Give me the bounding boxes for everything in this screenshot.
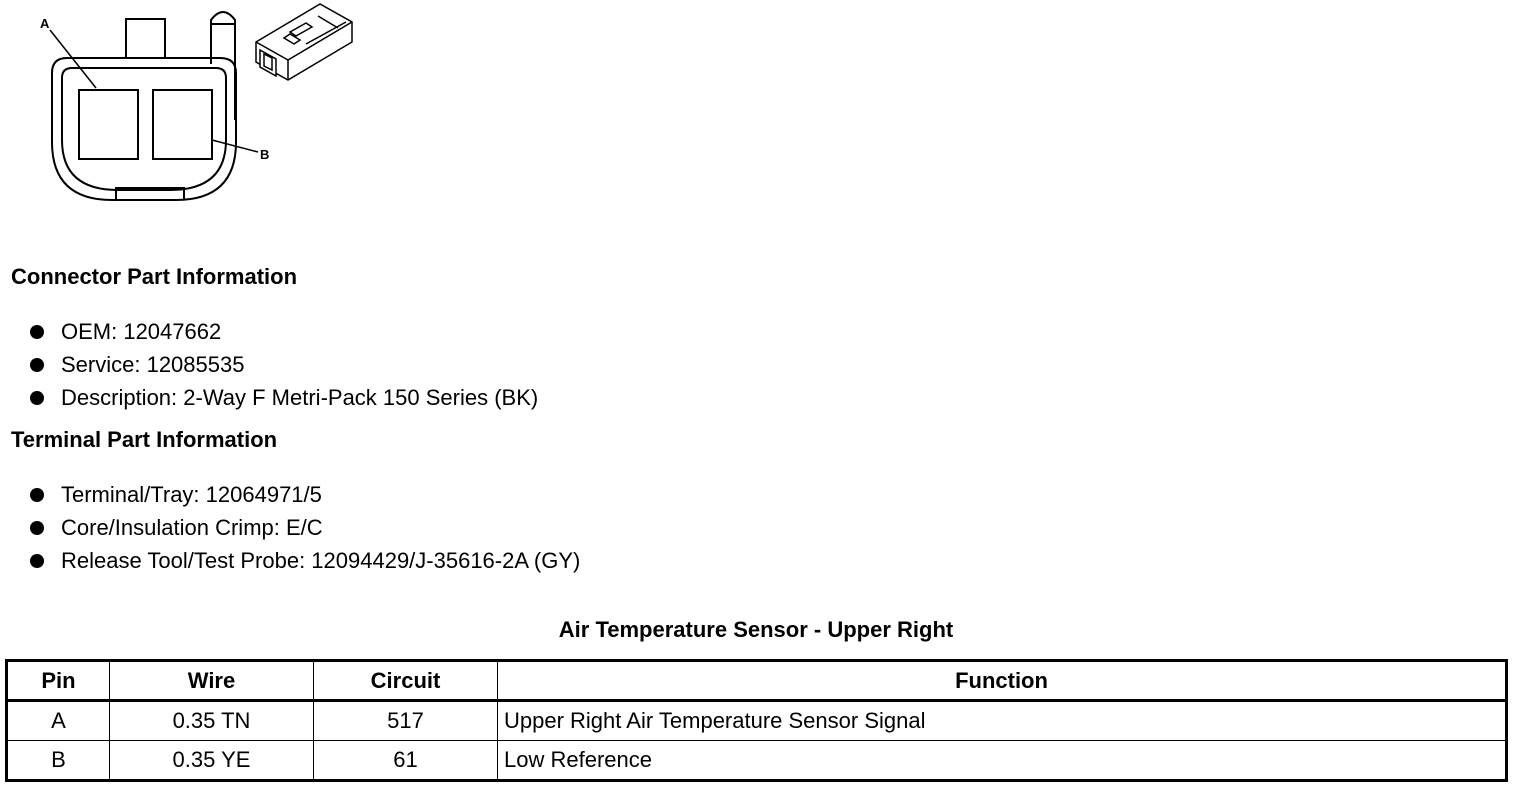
bullet-icon [30,358,44,372]
list-item [28,511,580,544]
list-item-text: Core/Insulation Crimp: E/C [61,515,323,540]
table-row [7,741,1507,781]
table-header-row [7,661,1507,701]
connector-lock-post [211,12,235,120]
header-pin: Pin [7,661,110,701]
list-item-text: Service: 12085535 [61,352,245,377]
list-item [28,478,580,511]
table-row [7,701,1507,741]
bullet-icon [30,488,44,502]
list-item [28,544,580,577]
cell-circuit: 517 [314,701,498,741]
bullet-icon [30,325,44,339]
list-item-text: Description: 2-Way F Metri-Pack 150 Series (BK) [61,385,539,410]
bullet-icon [30,521,44,535]
list-item [28,348,538,381]
connector-latch-tab [126,19,165,58]
terminal-part-list [28,478,580,577]
connector-part-list [28,315,538,414]
connector-diagram [0,0,380,220]
list-item-text: OEM: 12047662 [61,319,222,344]
list-item [28,381,538,414]
cell-circuit: 61 [314,741,498,781]
pin-table [5,659,1508,782]
bullet-icon [30,391,44,405]
cell-wire: 0.35 TN [110,701,314,741]
bullet-icon [30,554,44,568]
cell-function: Low Reference [498,741,1507,781]
pin-table-title: Air Temperature Sensor - Upper Right [558,617,954,642]
connector-part-heading: Connector Part Information [11,264,298,289]
cavity-a [79,90,138,159]
header-circuit: Circuit [314,661,498,701]
header-wire: Wire [110,661,314,701]
header-function: Function [498,661,1507,701]
cavity-b [153,90,212,159]
cell-wire: 0.35 YE [110,741,314,781]
cell-pin: A [7,701,110,741]
connector-housing-inner [62,68,226,190]
list-item [28,315,538,348]
pin-label-a: A [40,16,50,31]
pin-label-b: B [260,147,270,162]
list-item-text: Release Tool/Test Probe: 12094429/J-35616-2A (GY) [61,548,581,573]
list-item-text: Terminal/Tray: 12064971/5 [61,482,322,507]
connector-iso-view [256,4,352,80]
terminal-part-heading: Terminal Part Information [11,427,278,452]
cell-pin: B [7,741,110,781]
cell-function: Upper Right Air Temperature Sensor Signal [498,701,1507,741]
